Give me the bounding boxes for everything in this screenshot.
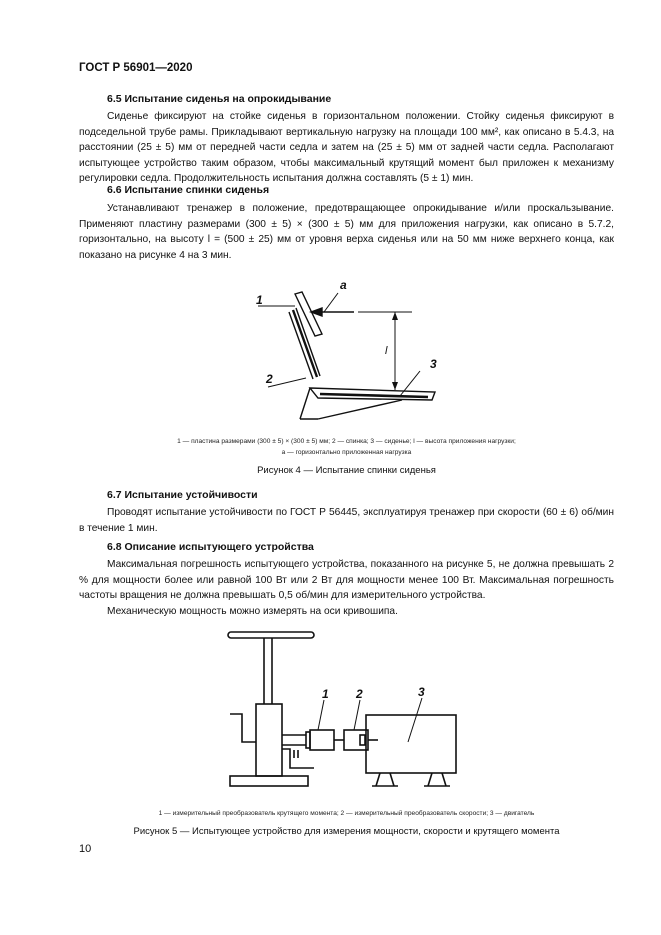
backrest-center	[293, 310, 317, 377]
motor-foot-right-2	[442, 773, 446, 786]
leader-3	[400, 371, 420, 396]
leader-2	[354, 700, 360, 730]
main-post	[256, 704, 282, 776]
torque-transducer	[310, 730, 334, 750]
figure-5-caption: 1 — измерительный преобразователь крутящего момента; 2 — измерительный преобразователь скорости; 3 — двигатель	[158, 810, 535, 817]
frame-diagonal	[318, 400, 402, 419]
leader-1	[318, 700, 324, 730]
leader-3	[408, 698, 422, 742]
dim-arrow-bottom	[392, 382, 398, 390]
figure-5-title: Рисунок 5 — Испытующее устройство для измерения мощности, скорости и крутящего момента	[133, 826, 560, 837]
section-6-8-paragraph-2: Механическую мощность можно измерять на оси кривошипа.	[107, 606, 398, 617]
section-6-7-paragraph: Проводят испытание устойчивости по ГОСТ Р 56445, эксплуатируя тренажер при скорости (60 ± 6) об/мин в течение 1 мин.	[79, 507, 614, 534]
figure-5-diagram	[210, 624, 490, 796]
figure-4-diagram	[240, 276, 450, 426]
seat-line	[320, 394, 428, 397]
section-6-6-title: 6.6 Испытание спинки сиденья	[107, 184, 270, 196]
leader-a	[324, 293, 338, 312]
coupling-right	[360, 735, 365, 745]
leader-2	[268, 378, 306, 387]
section-6-6-paragraph: Устанавливают тренажер в положение, предотвращающее опрокидывание и/или проскальзывание. Применяют пластину размерами (300 ± 5) × (300 ± 5) мм для приложения нагрузки, как описано в 5.7.2, горизонтально, на высоту l = (500 ± 25) мм от уровня верха сиденья или на 50 мм ниже верхнего конца, как показано на рисунке 4 на 3 мин.	[79, 203, 614, 261]
left-bracket	[230, 714, 256, 742]
fig4-label-l: l	[385, 345, 388, 357]
section-6-5-paragraph: Сиденье фиксируют на стойке сиденья в горизонтальном положении. Стойку сиденья фиксируют в подседельной трубе рамы. Прикладывают вертикальную нагрузку на площади 100 мм², как описано в 5.4.3, на расстоянии (25 ± 5) мм от передней части седла и затем на (25 ± 5) мм от задней части седла. Располагают испытующее устройство таким образом, чтобы максимальный крутящий момент был приложен к механизму регулировки седла. Продолжительность испытания должна составлять (5 ± 1) мин.	[79, 111, 614, 185]
fig4-label-3: 3	[430, 357, 437, 371]
document-header: ГОСТ Р 56901—2020	[79, 62, 193, 74]
section-6-8-paragraph-1: Максимальная погрешность испытующего устройства, показанного на рисунке 5, не должна превышать 2 % для мощности более или равной 100 Вт или 2 Вт для мощности менее 100 Вт. Максимальная погрешность частоты вращения не должна превышать 0,5 об/мин для измерительного устройства.	[79, 559, 614, 602]
section-6-8-title: 6.8 Описание испытующего устройства	[107, 541, 314, 553]
fig5-label-3: 3	[418, 685, 425, 699]
handlebar	[228, 632, 314, 638]
frame-front-leg	[300, 388, 310, 419]
page-number: 10	[79, 843, 92, 855]
motor-foot-left-2	[390, 773, 394, 786]
fig4-label-1: 1	[256, 293, 263, 307]
base	[230, 776, 308, 786]
dim-arrow-top	[392, 312, 398, 320]
fig5-label-1: 1	[322, 687, 329, 701]
section-6-7-title: 6.7 Испытание устойчивости	[107, 489, 258, 501]
figure-4-title: Рисунок 4 — Испытание спинки сиденья	[257, 465, 436, 476]
fig4-label-a: a	[340, 278, 347, 292]
figure-4-caption-2: a — горизонтально приложенная нагрузка	[281, 449, 412, 456]
figure-4-caption-1: 1 — пластина размерами (300 ± 5) × (300 ± 5) мм; 2 — спинка; 3 — сиденье; l — высота приложения нагрузки;	[177, 438, 516, 445]
motor	[366, 715, 456, 773]
motor-foot-left-1	[376, 773, 380, 786]
fig5-label-2: 2	[356, 687, 363, 701]
fig4-label-2: 2	[266, 372, 273, 386]
section-6-5-title: 6.5 Испытание сиденья на опрокидывание	[107, 93, 332, 105]
motor-foot-right-1	[428, 773, 432, 786]
